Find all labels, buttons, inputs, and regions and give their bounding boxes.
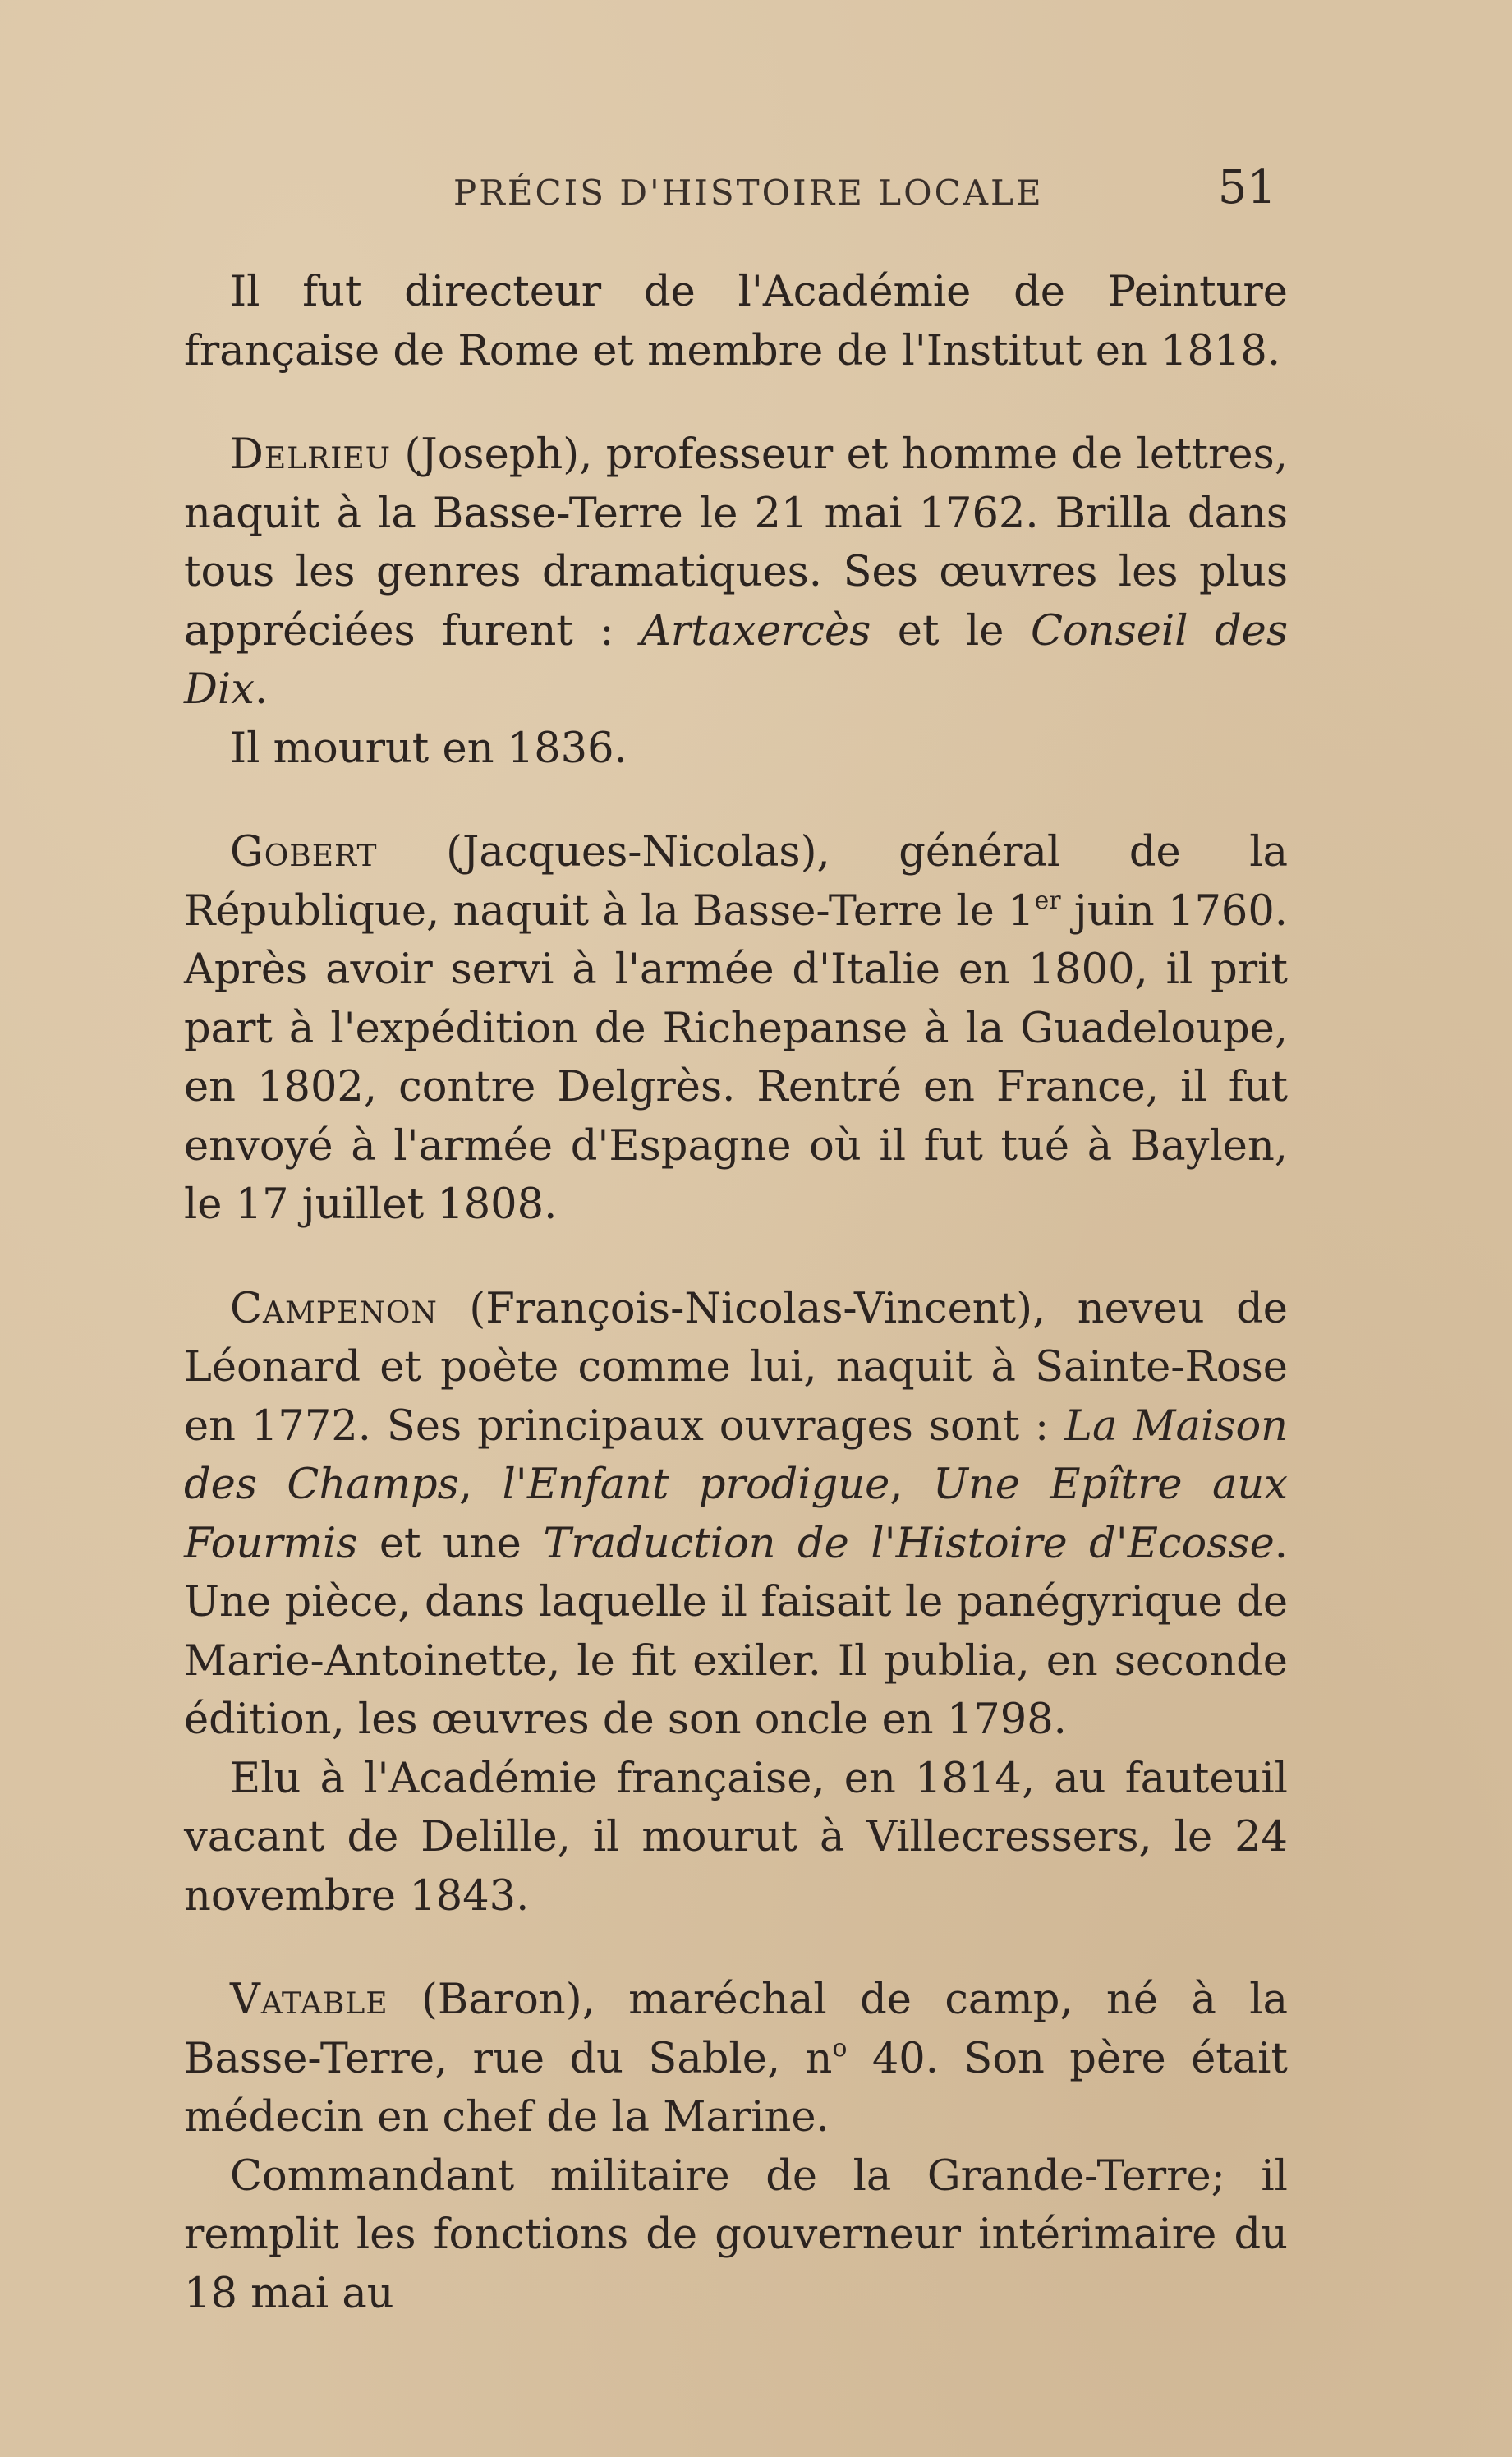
running-title: PRÉCIS D'HISTOIRE LOCALE	[453, 173, 1044, 213]
paragraph-text: Il fut directeur de l'Académie de Peinture française de Rome et membre de l'Institut en 1818.	[184, 268, 1288, 375]
work-title: Une Epître aux Fourmis	[184, 1461, 1288, 1568]
paragraph-delrieu-death	[184, 720, 1288, 779]
entry-delrieu: Delrieu (Joseph), professeur et homme de lettres, naquit à la Basse-Terre le 21 mai 1762. Brilla dans tous les genres dramatiques. Ses œuvres les plus appréciées furent : Artaxercès et le Conseil des Dix.	[184, 430, 1288, 714]
work-title: Traduction de l'Histoire d'Ecosse	[543, 1519, 1275, 1568]
entry-name: Delrieu	[230, 430, 392, 479]
paragraph-text: Il mourut en 1836.	[230, 724, 627, 773]
entry-name: Vatable	[230, 1976, 388, 2024]
work-title: La Maison des Champs	[184, 1401, 1288, 1509]
superscript: er	[1034, 886, 1061, 915]
running-head	[184, 161, 1288, 227]
entry-gobert: Gobert (Jacques-Nicolas), général de la République, naquit à la Basse-Terre le 1er juin 1760. Après avoir servi à l'armée d'Italie en 1800, il prit part à l'expédition de Richepanse à la Guadeloupe, en 1802, contre Delgrès. Rentré en France, il fut envoyé à l'armée d'Espagne où il fut tué à Baylen, le 17 juillet 1808.	[184, 828, 1288, 1229]
work-title: Artaxercès	[640, 606, 871, 656]
superscript: o	[832, 2033, 848, 2063]
paragraph-director-rome	[184, 263, 1288, 380]
entry-vatable: Vatable (Baron), maréchal de camp, né à la Basse-Terre, rue du Sable, $n^o$ 40. Son père était médecin en chef de la Marine.	[184, 1976, 1288, 2142]
work-title: l'Enfant prodigue	[502, 1461, 890, 1509]
entry-name: Campenon	[230, 1284, 438, 1333]
page-number: 51	[1217, 161, 1276, 214]
paragraph-campenon-academy	[184, 1750, 1288, 1926]
paragraph-vatable-command	[184, 2147, 1288, 2324]
paragraph-text: Elu à l'Académie française, en 1814, au fauteuil vacant de Delille, il mourut à Villecressers, le 24 novembre 1843.	[184, 1754, 1288, 1921]
entry-name: Gobert	[230, 828, 378, 877]
body-text	[184, 263, 1288, 2323]
work-title: Conseil des Dix	[184, 606, 1288, 714]
paragraph-text: Commandant militaire de la Grande-Terre; il remplit les fonctions de gouverneur intérimaire du 18 mai au	[184, 2151, 1288, 2318]
entry-campenon: Campenon (François-Nicolas-Vincent), neveu de Léonard et poète comme lui, naquit à Sainte-Rose en 1772. Ses principaux ouvrages sont : La Maison des Champs, l'Enfant prodigue, Une Epître aux Fourmis et une Traduction de l'Histoire d'Ecosse. Une pièce, dans laquelle il faisait le panégyrique de Marie-Antoinette, le fit exiler. Il publia, en seconde édition, les œuvres de son oncle en 1798.	[184, 1284, 1289, 1744]
